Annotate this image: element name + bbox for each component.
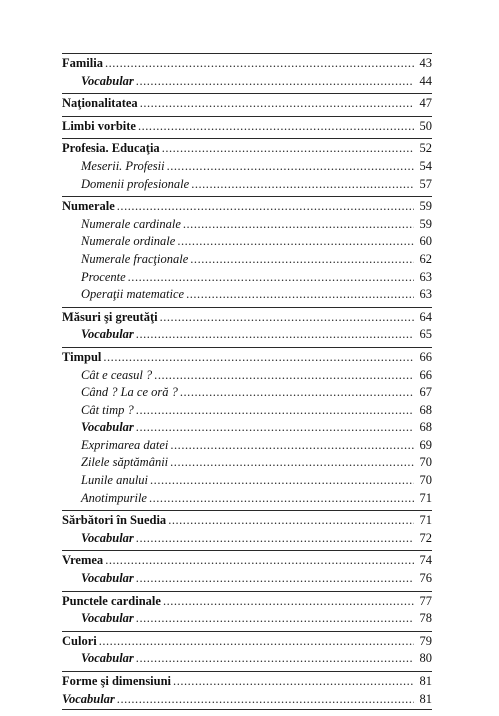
- toc-entry-title: Forme şi dimensiuni: [62, 674, 172, 688]
- toc-entry-title: Măsuri şi greutăţi: [62, 309, 158, 324]
- dot-leader: [163, 593, 414, 611]
- toc-section-heading: [62, 593, 432, 611]
- toc-section-heading: [62, 95, 432, 113]
- toc-page-number: 47: [419, 96, 432, 111]
- dot-leader: [136, 530, 414, 548]
- toc-page-number: 76: [419, 571, 432, 586]
- toc-subentry: [62, 454, 432, 472]
- toc-page-number: 78: [419, 611, 432, 626]
- toc-entry-title: Vocabular: [81, 651, 134, 666]
- toc-page-number: 57: [419, 176, 432, 191]
- toc-entry-title: Timpul: [62, 349, 102, 364]
- toc-entry-title: Vocabular: [81, 420, 134, 435]
- toc-subentry: [62, 402, 432, 420]
- toc-entry-title: Naţionalitatea: [62, 96, 138, 111]
- toc-page-number: 43: [419, 56, 432, 70]
- toc-entry-title: Zilele săptămânii: [81, 455, 169, 470]
- toc-page-number: 74: [419, 553, 432, 568]
- toc-section: [62, 671, 432, 710]
- toc-section: [62, 631, 432, 671]
- dot-leader: [162, 140, 414, 158]
- dot-leader: [136, 326, 414, 344]
- toc-entry-title: Vocabular: [81, 530, 134, 545]
- toc-section-heading: [62, 55, 432, 73]
- toc-page-number: 71: [419, 490, 432, 505]
- toc-entry-title: Vocabular: [62, 691, 115, 706]
- toc-section-heading: [62, 512, 432, 530]
- dot-leader: [138, 118, 414, 136]
- toc-subentry: [62, 158, 432, 176]
- toc-page-number: 65: [419, 327, 432, 342]
- toc-subentry: [62, 490, 432, 508]
- toc-section: [62, 347, 432, 510]
- toc-subentry: [62, 472, 432, 490]
- dot-leader: [180, 384, 414, 402]
- toc-page-number: 70: [419, 455, 432, 470]
- toc-subentry: [62, 437, 432, 455]
- dot-leader: [190, 251, 414, 269]
- toc-page-number: 69: [419, 437, 432, 452]
- toc-page-number: 62: [419, 251, 432, 266]
- toc-section-heading: [62, 118, 432, 136]
- toc-page-number: 54: [419, 158, 432, 173]
- toc-entry-title: Vocabular: [81, 73, 134, 88]
- dot-leader: [191, 176, 414, 194]
- toc-entry-title: Familia: [62, 56, 103, 70]
- toc-subentry: [62, 384, 432, 402]
- toc-section-heading: [62, 633, 432, 651]
- toc-page-number: 81: [419, 674, 432, 688]
- dot-leader: [136, 419, 414, 437]
- toc-section: [62, 116, 432, 139]
- dot-leader: [149, 490, 414, 508]
- dot-leader: [105, 55, 414, 73]
- toc-page-number: 52: [419, 141, 432, 156]
- dot-leader: [136, 570, 414, 588]
- toc-entry-title: Profesia. Educaţia: [62, 141, 160, 156]
- toc-subentry: [62, 286, 432, 304]
- dot-leader: [105, 552, 414, 570]
- toc-vocabulary-entry: [62, 419, 432, 437]
- dot-leader: [136, 402, 414, 420]
- toc-page-number: 66: [419, 349, 432, 364]
- toc-entry-title: Lunile anului: [81, 473, 149, 488]
- dot-leader: [136, 650, 414, 668]
- toc-page-number: 68: [419, 420, 432, 435]
- toc-section-heading: [62, 349, 432, 367]
- toc-entry-title: Când ? La ce oră ?: [81, 385, 178, 400]
- dot-leader: [136, 610, 414, 628]
- toc-page-number: 81: [419, 691, 432, 706]
- toc-vocabulary-entry: [62, 326, 432, 344]
- dot-leader: [117, 691, 414, 709]
- toc-page-number: 59: [419, 216, 432, 231]
- toc-section-heading: [62, 552, 432, 570]
- dot-leader: [168, 512, 414, 530]
- toc-vocabulary-entry: [62, 73, 432, 91]
- toc-entry-title: Numerale ordinale: [81, 234, 176, 249]
- toc-page-number: 63: [419, 269, 432, 284]
- toc-page-number: 63: [419, 287, 432, 302]
- toc-page-number: 59: [419, 199, 432, 214]
- dot-leader: [177, 233, 414, 251]
- toc-entry-title: Vocabular: [81, 327, 134, 342]
- toc-entry-title: Procente: [81, 269, 126, 284]
- toc-vocabulary-entry: [62, 570, 432, 588]
- toc-page-number: 80: [419, 651, 432, 666]
- toc-page-number: 67: [419, 385, 432, 400]
- dot-leader: [170, 437, 414, 455]
- dot-leader: [183, 216, 414, 234]
- toc-subentry: [62, 367, 432, 385]
- dot-leader: [167, 158, 414, 176]
- toc-entry-title: Domenii profesionale: [81, 176, 190, 191]
- dot-leader: [170, 454, 414, 472]
- toc-vocabulary-entry: [62, 650, 432, 668]
- dot-leader: [154, 367, 414, 385]
- toc-entry-title: Numerale: [62, 199, 115, 214]
- toc-section: [62, 53, 432, 93]
- toc-subentry: [62, 251, 432, 269]
- toc-entry-title: Culori: [62, 633, 97, 648]
- toc-entry-title: Vremea: [62, 553, 104, 568]
- dot-leader: [160, 309, 414, 327]
- toc-entry-title: Meserii. Profesii: [81, 158, 165, 173]
- toc-section: [62, 510, 432, 550]
- toc-section-heading: [62, 673, 432, 691]
- toc-page-number: 64: [419, 309, 432, 324]
- toc-entry-title: Numerale fracţionale: [81, 251, 189, 266]
- toc-page-number: 60: [419, 234, 432, 249]
- toc-entry-title: Numerale cardinale: [81, 216, 181, 231]
- dot-leader: [117, 198, 414, 216]
- toc-page-number: 68: [419, 402, 432, 417]
- toc-subentry: [62, 233, 432, 251]
- toc-subentry: [62, 176, 432, 194]
- toc-vocabulary-entry: [62, 530, 432, 548]
- toc-entry-title: Sărbători în Suedia: [62, 513, 167, 528]
- toc-entry-title: Limbi vorbite: [62, 118, 136, 133]
- toc-page-number: 44: [419, 73, 432, 88]
- toc-page-number: 79: [419, 633, 432, 648]
- dot-leader: [150, 472, 414, 490]
- toc-entry-title: Vocabular: [81, 571, 134, 586]
- toc-page-number: 70: [419, 473, 432, 488]
- toc-section: [62, 307, 432, 347]
- toc-entry-title: Cât timp ?: [81, 402, 134, 417]
- toc-section: [62, 93, 432, 116]
- toc-vocabulary-entry: [62, 691, 432, 709]
- toc-section: [62, 550, 432, 590]
- toc-entry-title: Anotimpurile: [81, 490, 147, 505]
- toc-page-number: 66: [419, 367, 432, 382]
- toc-entry-title: Cât e ceasul ?: [81, 367, 153, 382]
- toc-subentry: [62, 269, 432, 287]
- toc-section: [62, 138, 432, 196]
- toc-page-number: 71: [419, 513, 432, 528]
- toc-section: [62, 196, 432, 307]
- toc-entry-title: Punctele cardinale: [62, 593, 161, 608]
- toc-section: [62, 591, 432, 631]
- toc-entry-title: Operaţii matematice: [81, 287, 185, 302]
- dot-leader: [136, 73, 414, 91]
- dot-leader: [128, 269, 414, 287]
- toc-page-number: 72: [419, 530, 432, 545]
- dot-leader: [186, 286, 414, 304]
- toc-section-heading: [62, 309, 432, 327]
- table-of-contents: [62, 53, 432, 710]
- toc-section-heading: [62, 140, 432, 158]
- toc-subentry: [62, 216, 432, 234]
- dot-leader: [140, 95, 414, 113]
- dot-leader: [173, 673, 414, 691]
- toc-entry-title: Vocabular: [81, 611, 134, 626]
- toc-page-number: 77: [419, 593, 432, 608]
- toc-entry-title: Exprimarea datei: [81, 437, 169, 452]
- toc-vocabulary-entry: [62, 610, 432, 628]
- dot-leader: [99, 633, 414, 651]
- dot-leader: [103, 349, 414, 367]
- toc-section-heading: [62, 198, 432, 216]
- toc-page-number: 50: [419, 118, 432, 133]
